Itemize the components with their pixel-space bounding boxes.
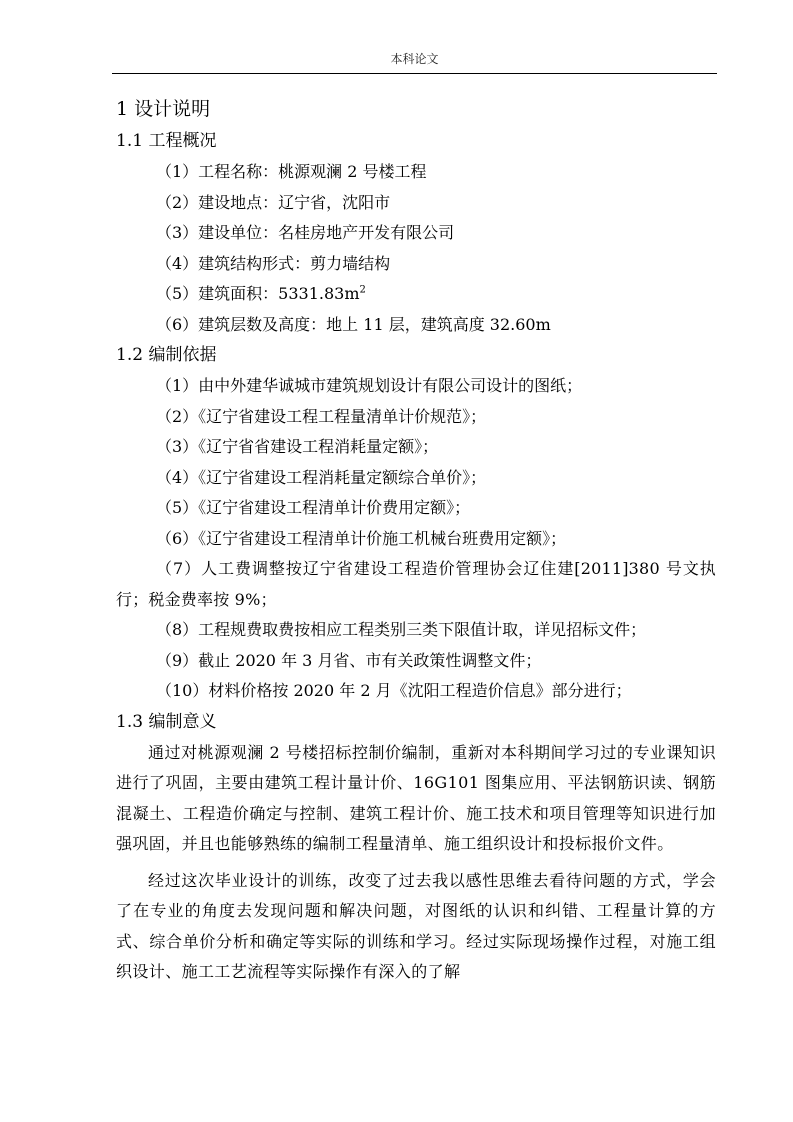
- floors-height-item: （6）建筑层数及高度：地上 11 层，建筑高度 32.60m: [156, 314, 551, 334]
- basis-item: （5）《辽宁省建设工程清单计价费用定额》；: [156, 498, 471, 517]
- basis-item: （6）《辽宁省建设工程清单计价施工机械台班费用定额》；: [156, 528, 567, 548]
- basis-item: （9）截止 2020 年 3 月省、市有关政策性调整文件；: [156, 650, 542, 670]
- section-1-2-heading: 1.2 编制依据: [116, 345, 217, 365]
- basis-item: （2）《辽宁省建设工程工程量清单计价规范》；: [156, 406, 487, 426]
- structure-type-item: （4）建筑结构形式：剪力墙结构: [156, 253, 391, 273]
- basis-item: （10）材料价格按 2020 年 2 月《沈阳工程造价信息》部分进行；: [156, 681, 632, 700]
- project-location-item: （2）建设地点：辽宁省，沈阳市: [156, 192, 391, 212]
- significance-paragraph: 通过对桃源观澜 2 号楼招标控制价编制，重新对本科期间学习过的专业课知识进行了巩固，主要由建筑工程计量计价、16G101 图集应用、平法钢筋识读、钢筋混凝土、工程造价确定与控制、建筑工程计价、施工技术和项目管理等知识进行加强巩固，并且也能够熟练的编制工程量清单、施工组织设计和投标报价文件。: [116, 742, 716, 853]
- building-area-text: （5）建筑面积：5331.83m: [156, 284, 360, 303]
- significance-paragraph: 经过这次毕业设计的训练，改变了过去我以感性思维去看待问题的方式，学会了在专业的角度去发现问题和解决问题，对图纸的认识和纠错、工程量计算的方式、综合单价分析和确定等实际的训练和学习。经过实际现场操作过程，对施工组织设计、施工工艺流程等实际操作有深入的了解: [116, 870, 716, 981]
- section-1-heading: 1 设计说明: [116, 98, 211, 120]
- building-area-item: [116, 279, 716, 310]
- basis-item: （4）《辽宁省建设工程消耗量定额综合单价》；: [156, 467, 487, 487]
- basis-item: （3）《辽宁省省建设工程消耗量定额》；: [156, 437, 439, 456]
- basis-item: （7）人工费调整按辽宁省建设工程造价管理协会辽住建[2011]380 号文执行；税金费率按 9%；: [116, 559, 716, 609]
- section-1-1-heading: 1.1 工程概况: [116, 131, 217, 151]
- area-unit-superscript: 2: [359, 284, 366, 296]
- basis-item: （1）由中外建华诚城市建筑规划设计有限公司设计的图纸；: [156, 376, 583, 395]
- project-owner-item: （3）建设单位：名桂房地产开发有限公司: [156, 223, 455, 242]
- project-name-item: （1）工程名称：桃源观澜 2 号楼工程: [156, 162, 427, 181]
- running-header: 本科论文: [390, 52, 439, 66]
- page-content: [116, 92, 716, 988]
- section-1-3-heading: 1.3 编制意义: [116, 711, 217, 732]
- header-divider: [112, 73, 717, 74]
- basis-item: （8）工程规费取费按相应工程类别三类下限值计取，详见招标文件；: [156, 620, 647, 639]
